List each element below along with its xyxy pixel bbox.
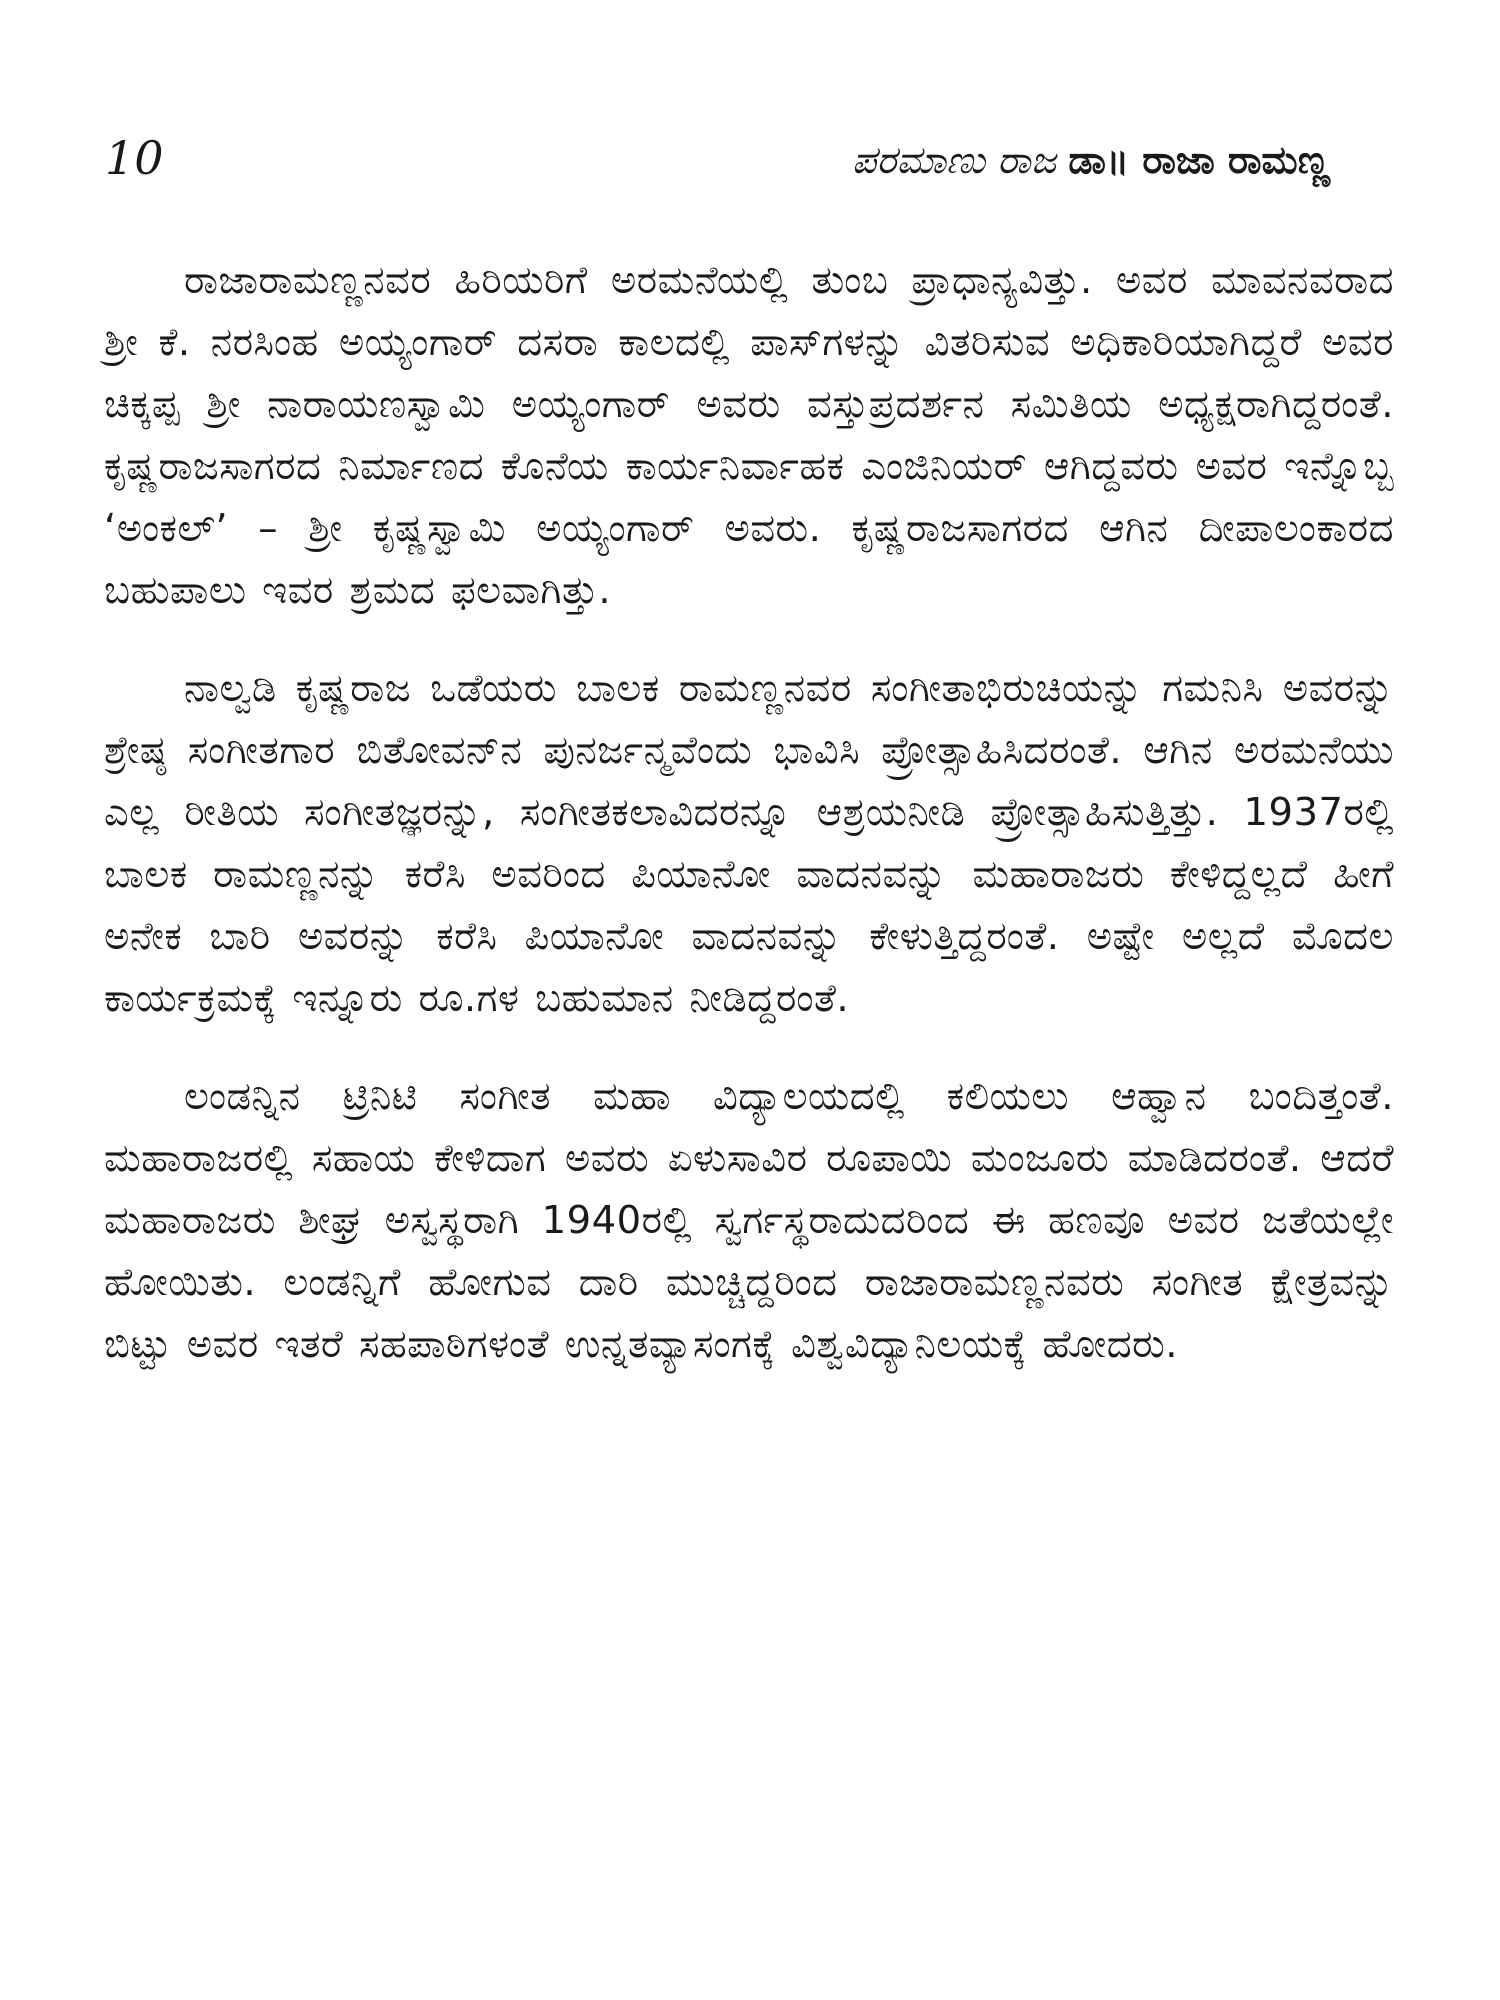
paragraph-3: ಲಂಡನ್ನಿನ ಟ್ರಿನಿಟಿ ಸಂಗೀತ ಮಹಾ ವಿದ್ಯಾಲಯದಲ್ಲಿ ಕಲಿಯಲು ಆಹ್ವಾನ ಬಂದಿತ್ತಂತೆ. ಮಹಾರಾಜರಲ್ಲಿ ಸಹಾಯ ಕೇಳಿದಾಗ ಅವರು ಏಳುಸಾವಿರ ರೂಪಾಯಿ ಮಂಜೂರು ಮಾಡಿದರಂತೆ. ಆದರೆ ಮಹಾರಾಜರು ಶೀಘ್ರ ಅಸ್ವಸ್ಥರಾಗಿ 1940ರಲ್ಲಿ ಸ್ವರ್ಗಸ್ಥರಾದುದರಿಂದ ಈ ಹಣವೂ ಅವರ ಜತೆಯಲ್ಲೇ ಹೋಯಿತು. ಲಂಡನ್ನಿಗೆ ಹೋಗುವ ದಾರಿ ಮುಚ್ಚಿದ್ದರಿಂದ ರಾಜಾರಾಮಣ್ಣನವರು ಸಂಗೀತ ಕ್ಷೇತ್ರವನ್ನು ಬಿಟ್ಟು ಅವರ ಇತರೆ ಸಹಪಾಠಿಗಳಂತೆ ಉನ್ನತವ್ಯಾಸಂಗಕ್ಕೆ ವಿಶ್ವವಿದ್ಯಾನಿಲಯಕ್ಕೆ ಹೋದರು. (104, 1074, 1394, 1367)
running-title-bold: ಡಾ॥ ರಾಜಾ ರಾಮಣ್ಣ (1068, 138, 1330, 182)
running-title-italic: ಪರಮಾಣು ರಾಜ (852, 138, 1057, 182)
paragraph-1: ರಾಜಾರಾಮಣ್ಣನವರ ಹಿರಿಯರಿಗೆ ಅರಮನೆಯಲ್ಲಿ ತುಂಬ ಪ್ರಾಧಾನ್ಯವಿತ್ತು. ಅವರ ಮಾವನವರಾದ ಶ್ರೀ ಕೆ. ನರಸಿಂಹ ಅಯ್ಯಂಗಾರ್ ದಸರಾ ಕಾಲದಲ್ಲಿ ಪಾಸ್‌ಗಳನ್ನು ವಿತರಿಸುವ ಅಧಿಕಾರಿಯಾಗಿದ್ದರೆ ಅವರ ಚಿಕ್ಕಪ್ಪ ಶ್ರೀ ನಾರಾಯಣಸ್ವಾಮಿ ಅಯ್ಯಂಗಾರ್ ಅವರು ವಸ್ತುಪ್ರದರ್ಶನ ಸಮಿತಿಯ ಅಧ್ಯಕ್ಷರಾಗಿದ್ದರಂತೆ. ಕೃಷ್ಣರಾಜಸಾಗರದ ನಿರ್ಮಾಣದ ಕೊನೆಯ ಕಾರ್ಯನಿರ್ವಾಹಕ ಎಂಜಿನಿಯರ್ ಆಗಿದ್ದವರು ಅವರ ಇನ್ನೊಬ್ಬ ‘ಅಂಕಲ್’ – ಶ್ರೀ ಕೃಷ್ಣಸ್ವಾಮಿ ಅಯ್ಯಂಗಾರ್ ಅವರು. ಕೃಷ್ಣರಾಜಸಾಗರದ ಆಗಿನ ದೀಪಾಲಂಕಾರದ ಬಹುಪಾಲು ಇವರ ಶ್ರಮದ ಫಲವಾಗಿತ್ತು. (104, 258, 1394, 613)
page-header (105, 130, 1330, 200)
page-number: 10 (105, 131, 164, 185)
running-title (852, 134, 1330, 186)
body-text (104, 250, 1394, 1412)
paragraph-2: ನಾಲ್ವಡಿ ಕೃಷ್ಣರಾಜ ಒಡೆಯರು ಬಾಲಕ ರಾಮಣ್ಣನವರ ಸಂಗೀತಾಭಿರುಚಿಯನ್ನು ಗಮನಿಸಿ ಅವರನ್ನು ಶ್ರೇಷ್ಠ ಸಂಗೀತಗಾರ ಬಿತೋವನ್‌ನ ಪುನರ್ಜನ್ಮವೆಂದು ಭಾವಿಸಿ ಪ್ರೋತ್ಸಾಹಿಸಿದರಂತೆ. ಆಗಿನ ಅರಮನೆಯು ಎಲ್ಲ ರೀತಿಯ ಸಂಗೀತಜ್ಞರನ್ನು, ಸಂಗೀತಕಲಾವಿದರನ್ನೂ ಆಶ್ರಯನೀಡಿ ಪ್ರೋತ್ಸಾಹಿಸುತ್ತಿತ್ತು. 1937ರಲ್ಲಿ ಬಾಲಕ ರಾಮಣ್ಣನನ್ನು ಕರೆಸಿ ಅವರಿಂದ ಪಿಯಾನೋ ವಾದನವನ್ನು ಮಹಾರಾಜರು ಕೇಳಿದ್ದಲ್ಲದೆ ಹೀಗೆ ಅನೇಕ ಬಾರಿ ಅವರನ್ನು ಕರೆಸಿ ಪಿಯಾನೋ ವಾದನವನ್ನು ಕೇಳುತ್ತಿದ್ದರಂತೆ. ಅಷ್ಟೇ ಅಲ್ಲದೆ ಮೊದಲ ಕಾರ್ಯಕ್ರಮಕ್ಕೆ ಇನ್ನೂರು ರೂ.ಗಳ ಬಹುಮಾನ ನೀಡಿದ್ದರಂತೆ. (104, 666, 1394, 1021)
